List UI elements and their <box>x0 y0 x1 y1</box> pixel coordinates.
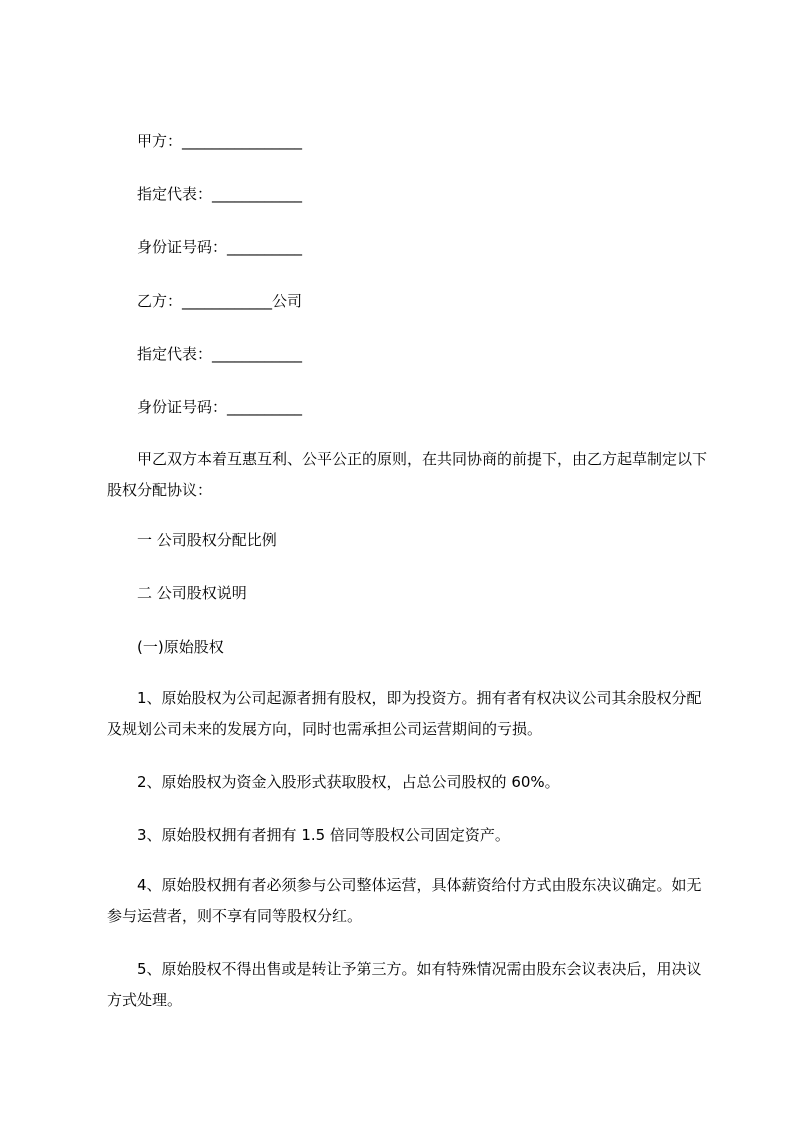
party-b-rep-label: 指定代表： <box>137 345 213 363</box>
party-b-line <box>137 290 302 312</box>
clause-4: 4、原始股权拥有者必须参与公司整体运营，具体薪资给付方式由股东决议确定。如无参与运营者，则不享有同等股权分红。 <box>107 876 702 925</box>
party-a-id-label: 身份证号码： <box>137 238 228 256</box>
party-b-id-blank: __________ <box>227 398 303 416</box>
clause-3: 3、原始股权拥有者拥有 1.5 倍同等股权公司固定资产。 <box>137 826 510 844</box>
party-b-id-line <box>137 396 302 418</box>
party-a-line <box>137 130 302 152</box>
party-b-blank: ____________ <box>182 292 273 310</box>
party-b-id-label: 身份证号码： <box>137 398 228 416</box>
intro-paragraph: 甲乙双方本着互惠互利、公平公正的原则，在共同协商的前提下，由乙方起草制定以下股权分配协议： <box>107 450 708 499</box>
clause-1: 1、原始股权为公司起源者拥有股权，即为投资方。拥有者有权决议公司其余股权分配及规划公司未来的发展方向，同时也需承担公司运营期间的亏损。 <box>107 689 702 738</box>
party-a-id-blank: __________ <box>227 238 303 256</box>
section-2-heading: 二 公司股权说明 <box>137 584 247 602</box>
party-a-rep-blank: ____________ <box>212 185 303 203</box>
party-a-rep-line <box>137 183 302 205</box>
clause-5: 5、原始股权不得出售或是转让予第三方。如有特殊情况需由股东会议表决后，用决议方式处理。 <box>107 960 702 1009</box>
section-1-heading: 一 公司股权分配比例 <box>137 531 277 549</box>
party-b-suffix: 公司 <box>272 292 303 310</box>
subsection-1-heading: (一)原始股权 <box>137 638 224 656</box>
party-b-rep-line <box>137 343 302 365</box>
party-a-rep-label: 指定代表： <box>137 185 213 203</box>
party-b-label: 乙方： <box>137 292 183 310</box>
party-a-id-line <box>137 236 302 258</box>
party-b-rep-blank: ____________ <box>212 345 303 363</box>
party-a-label: 甲方： <box>137 132 183 150</box>
party-a-blank: ________________ <box>182 132 303 150</box>
clause-2: 2、原始股权为资金入股形式获取股权，占总公司股权的 60%。 <box>137 773 560 791</box>
